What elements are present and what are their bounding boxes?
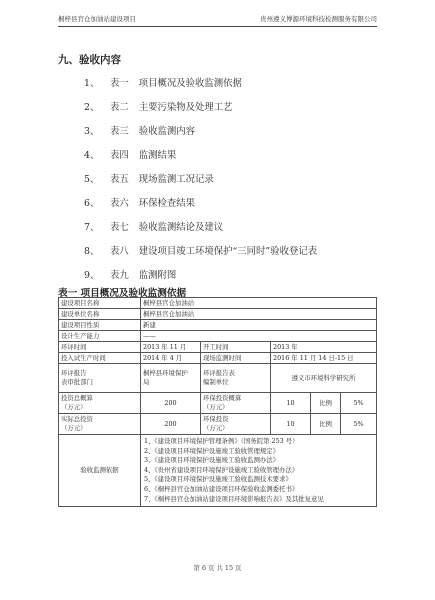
actual-env-value: 10 xyxy=(271,414,311,435)
table-row xyxy=(59,298,377,309)
eia-unit-value: 遵义市环境科学研究所 xyxy=(271,364,377,393)
actual-total-label: 实际总投资 （万元） xyxy=(59,414,141,435)
unit-label: 建设单位名称 xyxy=(59,309,141,320)
table-row xyxy=(59,320,377,331)
contents-item: 9、 表九 监测附图 xyxy=(84,270,177,281)
page-header xyxy=(58,12,377,27)
basis-item: 7、《桐梓县官仓加油站建设项目环境影响报告表》及其批复意见 xyxy=(144,494,324,503)
unit-value: 桐梓县官仓加油站 xyxy=(141,309,377,320)
table-row xyxy=(59,353,377,364)
basis-item: 2、《建设项目环境保护设施竣工验收管理规定》 xyxy=(144,446,280,455)
basis-list xyxy=(141,435,377,507)
invest-total-label: 投资总概算 （万元） xyxy=(59,393,141,414)
production-label: 投入试生产时间 xyxy=(59,353,141,364)
section-title: 九、验收内容 xyxy=(58,54,121,66)
monitor-time-label: 现场监测时间 xyxy=(201,353,271,364)
table-row xyxy=(59,331,377,342)
nature-value: 新建 xyxy=(141,320,377,331)
eia-approval-label: 环评报告 表审批部门 xyxy=(59,364,141,393)
approval-time-value: 2013 年 11 月 xyxy=(141,342,201,353)
table-title: 表一 项目概况及验收监测依据 xyxy=(58,288,187,299)
ratio-label: 比例 xyxy=(311,393,341,414)
invest-total-value: 200 xyxy=(141,393,201,414)
approval-time-label: 环评时间 xyxy=(59,342,141,353)
project-name-label: 建设项目名称 xyxy=(59,298,141,309)
env-invest-label: 环保投资概算 （万元） xyxy=(201,393,271,414)
eia-unit-label: 环评报告表 编制单位 xyxy=(201,364,271,393)
project-name-value: 桐梓县官仓加油站 xyxy=(141,298,377,309)
header-project: 桐梓县官仓加油站建设项目 xyxy=(58,15,136,23)
page-number: 第 6 页 共 15 页 xyxy=(193,564,242,572)
basis-item: 6、《桐梓县官仓加油站建设项目环保验收监测委托书》 xyxy=(144,484,299,493)
ratio-value: 5% xyxy=(341,393,377,414)
capacity-value: —— xyxy=(141,331,377,342)
start-value: 2013 年 xyxy=(271,342,377,353)
nature-label: 建设项目性质 xyxy=(59,320,141,331)
basis-item: 3、《建设项目环境保护设施竣工验收监测办法》 xyxy=(144,456,280,465)
monitor-time-value: 2016 年 11 月 14 日-15 日 xyxy=(271,353,377,364)
basis-label: 验收监测依据 xyxy=(59,435,141,507)
header-company: 贵州遵义博源环境科技检测服务有限公司 xyxy=(260,15,377,23)
contents-item: 6、 表六 环保检查结果 xyxy=(84,198,196,209)
table-row xyxy=(59,435,377,507)
contents-item: 7、 表七 验收监测结论及建议 xyxy=(84,222,224,233)
eia-approval-value: 桐梓县环境保护 局 xyxy=(141,364,201,393)
contents-item: 5、 表五 现场监测工况记录 xyxy=(84,174,214,185)
env-invest-value: 10 xyxy=(271,393,311,414)
contents-item: 1、 表一 项目概况及验收监测依据 xyxy=(84,78,242,89)
contents-item: 3、 表三 验收监测内容 xyxy=(84,126,196,137)
project-overview-table xyxy=(58,297,377,507)
production-value: 2014 年 4 月 xyxy=(141,353,201,364)
table-row xyxy=(59,364,377,393)
table-row xyxy=(59,309,377,320)
contents-list xyxy=(84,72,317,288)
capacity-label: 设计生产能力 xyxy=(59,331,141,342)
basis-item: 5、《建设项目环境保护设施竣工验收监测技术要求》 xyxy=(144,475,292,484)
contents-item: 8、 表八 建设项目竣工环境保护“三同时”验收登记表 xyxy=(84,246,318,257)
start-label: 开工时间 xyxy=(201,342,271,353)
basis-item: 4、《贵州省建设项目环境保护设施竣工验收管理办法》 xyxy=(144,465,299,474)
ratio2-value: 5% xyxy=(341,414,377,435)
actual-total-value: 200 xyxy=(141,414,201,435)
contents-item: 2、 表二 主要污染物及处理工艺 xyxy=(84,102,233,113)
ratio2-label: 比例 xyxy=(311,414,341,435)
table-row xyxy=(59,414,377,435)
actual-env-label: 环保投资 （万元） xyxy=(201,414,271,435)
basis-item: 1、《建设项目环境保护管理条例》（国务院第 253 号） xyxy=(144,437,299,445)
table-row xyxy=(59,393,377,414)
contents-item: 4、 表四 监测结果 xyxy=(84,150,177,161)
table-row xyxy=(59,342,377,353)
